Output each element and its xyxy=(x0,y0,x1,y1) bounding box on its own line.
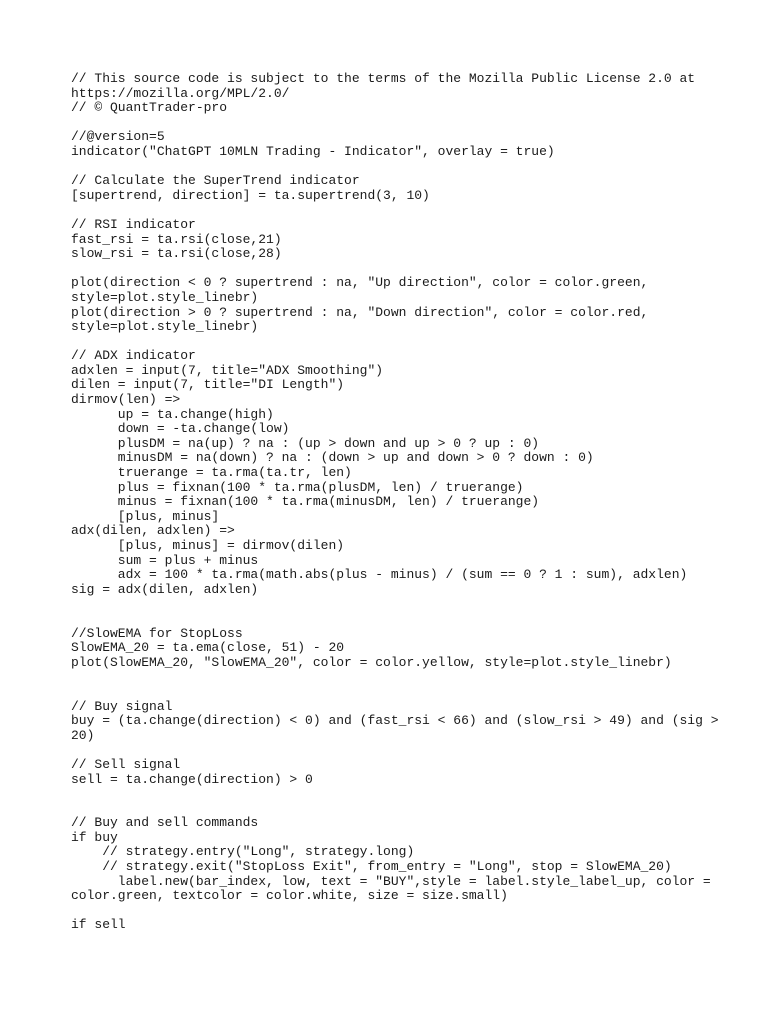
blank-line xyxy=(71,262,731,277)
code-line: [supertrend, direction] = ta.supertrend(3, 10) xyxy=(71,187,430,203)
code-line: dilen = input(7, title="DI Length") xyxy=(71,377,345,393)
code-line: buy = (ta.change(direction) < 0) and (fast_rsi < 66) and (slow_rsi > 49) and (sig > xyxy=(71,713,719,729)
blank-line xyxy=(71,743,731,758)
code-line: adxlen = input(7, title="ADX Smoothing") xyxy=(71,362,384,378)
code-line: minus = fixnan(100 * ta.rma(minusDM, len) / truerange) xyxy=(71,494,540,510)
code-line: https://mozilla.org/MPL/2.0/ xyxy=(71,85,290,101)
code-line: plus = fixnan(100 * ta.rma(plusDM, len) / truerange) xyxy=(71,479,524,495)
code-line: dirmov(len) => xyxy=(71,392,181,408)
code-line: sig = adx(dilen, adxlen) xyxy=(71,581,259,597)
code-line: // Sell signal xyxy=(71,756,181,772)
code-line: //@version=5 xyxy=(71,129,165,145)
code-line: 20) xyxy=(71,727,95,743)
code-document xyxy=(71,72,731,933)
code-line: color.green, textcolor = color.white, size = size.small) xyxy=(71,888,508,904)
code-line: // strategy.entry("Long", strategy.long) xyxy=(71,844,415,860)
code-line: if sell xyxy=(71,917,126,933)
code-line: fast_rsi = ta.rsi(close,21) xyxy=(71,231,282,247)
code-line: style=plot.style_linebr) xyxy=(71,289,259,305)
code-line: plusDM = na(up) ? na : (up > down and up > 0 ? up : 0) xyxy=(71,435,540,451)
code-line: slow_rsi = ta.rsi(close,28) xyxy=(71,246,282,262)
blank-line xyxy=(71,160,731,175)
code-line: sell = ta.change(direction) > 0 xyxy=(71,771,313,787)
code-line: // ADX indicator xyxy=(71,348,196,364)
code-line: SlowEMA_20 = ta.ema(close, 51) - 20 xyxy=(71,640,345,656)
code-line: // Calculate the SuperTrend indicator xyxy=(71,173,360,189)
code-line: sum = plus + minus xyxy=(71,552,259,568)
code-line: label.new(bar_index, low, text = "BUY",style = label.style_label_up, color = xyxy=(71,873,711,889)
code-line: // RSI indicator xyxy=(71,216,196,232)
code-line: down = -ta.change(low) xyxy=(71,421,290,437)
blank-line xyxy=(71,335,731,350)
code-line: style=plot.style_linebr) xyxy=(71,319,259,335)
code-line: indicator("ChatGPT 10MLN Trading - Indicator", overlay = true) xyxy=(71,143,555,159)
code-line: adx(dilen, adxlen) => xyxy=(71,523,235,539)
code-line: if buy xyxy=(71,829,118,845)
blank-line xyxy=(71,612,731,627)
code-line: // Buy signal xyxy=(71,698,173,714)
code-line: up = ta.change(high) xyxy=(71,406,274,422)
code-line: plot(direction > 0 ? supertrend : na, "Down direction", color = color.red, xyxy=(71,304,649,320)
blank-line xyxy=(71,685,731,700)
blank-line xyxy=(71,802,731,817)
blank-line xyxy=(71,787,731,802)
code-line: minusDM = na(down) ? na : (down > up and down > 0 ? down : 0) xyxy=(71,450,594,466)
code-line: truerange = ta.rma(ta.tr, len) xyxy=(71,465,352,481)
code-line: [plus, minus] = dirmov(dilen) xyxy=(71,538,345,553)
code-line: [plus, minus] xyxy=(71,508,220,524)
code-line: adx = 100 * ta.rma(math.abs(plus - minus) / (sum == 0 ? 1 : sum), adxlen) xyxy=(71,567,688,583)
code-line: // strategy.exit("StopLoss Exit", from_entry = "Long", stop = SlowEMA_20) xyxy=(71,859,672,875)
blank-line xyxy=(71,904,731,919)
blank-line xyxy=(71,203,731,218)
blank-line xyxy=(71,670,731,685)
code-line: // This source code is subject to the terms of the Mozilla Public License 2.0 at xyxy=(71,71,696,86)
blank-line xyxy=(71,116,731,131)
code-line: //SlowEMA for StopLoss xyxy=(71,625,243,641)
code-line: plot(SlowEMA_20, "SlowEMA_20", color = color.yellow, style=plot.style_linebr) xyxy=(71,654,672,670)
blank-line xyxy=(71,597,731,612)
code-line: // © QuantTrader-pro xyxy=(71,100,228,116)
code-line: plot(direction < 0 ? supertrend : na, "Up direction", color = color.green, xyxy=(71,275,649,291)
code-line: // Buy and sell commands xyxy=(71,815,259,831)
